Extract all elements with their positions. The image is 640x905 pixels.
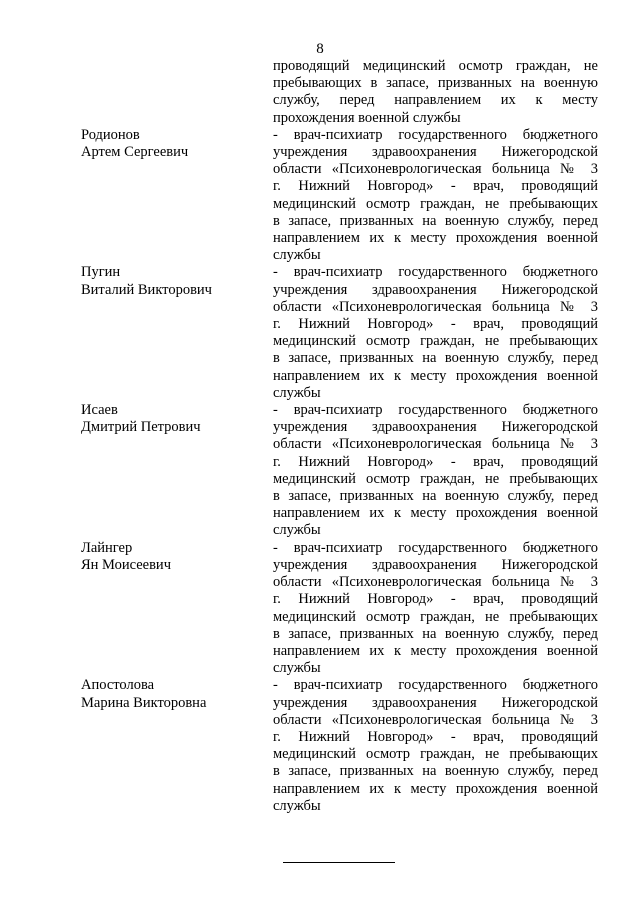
given-names: Дмитрий Петрович [81,419,201,436]
text-line: - врач-психиатр государственного бюджетного [273,677,598,694]
text-line: направлением их к месту прохождения военной [273,780,598,797]
given-names: Марина Викторовна [81,694,207,711]
person-position [273,677,598,815]
text-line: медицинский осмотр граждан, не пребывающих [273,746,598,763]
personnel-list [0,58,640,815]
text-line: в запасе, призванных на военную службу, перед [273,763,598,780]
text-line: - врач-психиатр государственного бюджетного [273,539,598,556]
surname: Апостолова [81,677,155,694]
text-line: области «Психоневрологическая больница № 3 [273,298,598,315]
page-number: 8 [316,41,324,57]
text-line: направлением их к месту прохождения военной [273,505,598,522]
text-line: области «Психоневрологическая больница № 3 [273,574,598,591]
text-line: г. Нижний Новгород» - врач, проводящий [273,178,598,195]
text-line: службы [273,660,321,677]
text-line: медицинский осмотр граждан, не пребывающих [273,195,598,212]
text-line: г. Нижний Новгород» - врач, проводящий [273,591,598,608]
text-line: в запасе, призванных на военную службу, перед [273,212,598,229]
text-line: медицинский осмотр граждан, не пребывающих [273,470,598,487]
surname: Родионов [81,126,140,143]
text-line: в запасе, призванных на военную службу, перед [273,488,598,505]
continuation-block [0,58,640,127]
text-line: службы [273,247,321,264]
person-name [81,264,271,298]
person-name [81,402,271,436]
text-line: направлением их к месту прохождения военной [273,642,598,659]
text-line: учреждения здравоохранения Нижегородской [273,281,598,298]
given-names: Артем Сергеевич [81,144,189,161]
text-line: - врач-психиатр государственного бюджетного [273,402,598,419]
text-line: учреждения здравоохранения Нижегородской [273,556,598,573]
text-line: области «Психоневрологическая больница № 3 [273,161,598,178]
text-line: в запасе, призванных на военную службу, перед [273,350,598,367]
text-line: учреждения здравоохранения Нижегородской [273,419,598,436]
person-entry [0,677,640,815]
text-line: медицинский осмотр граждан, не пребывающих [273,333,598,350]
person-name [81,677,271,711]
surname: Исаев [81,402,118,419]
person-position [273,402,598,540]
text-line: - врач-психиатр государственного бюджетного [273,126,598,143]
text-line: медицинский осмотр граждан, не пребывающих [273,608,598,625]
person-entry [0,540,640,678]
text-line: г. Нижний Новгород» - врач, проводящий [273,728,598,745]
person-position [273,540,598,678]
text-line: области «Психоневрологическая больница № 3 [273,436,598,453]
text-line: службу, перед направлением их к месту [273,92,598,109]
given-names: Виталий Викторович [81,281,212,298]
text-line: прохождения военной службы [273,109,461,126]
person-entry [0,127,640,265]
text-line: в запасе, призванных на военную службу, перед [273,625,598,642]
text-line: - врач-психиатр государственного бюджетного [273,264,598,281]
given-names: Ян Моисеевич [81,556,171,573]
text-line: направлением их к месту прохождения военной [273,367,598,384]
person-entry [0,264,640,402]
person-entry [0,402,640,540]
person-position [273,127,598,265]
person-name [81,127,271,161]
surname: Лайнгер [81,539,133,556]
surname: Пугин [81,264,121,281]
text-line: направлением их к месту прохождения военной [273,230,598,247]
text-line: г. Нижний Новгород» - врач, проводящий [273,453,598,470]
end-of-document-rule [283,862,395,863]
person-name [81,540,271,574]
text-line: проводящий медицинский осмотр граждан, не [273,58,598,74]
text-line: учреждения здравоохранения Нижегородской [273,694,598,711]
text-line: г. Нижний Новгород» - врач, проводящий [273,316,598,333]
continuation-text [273,58,598,127]
text-line: службы [273,522,321,539]
person-position [273,264,598,402]
text-line: пребывающих в запасе, призванных на военную [273,75,598,92]
text-line: области «Психоневрологическая больница № 3 [273,711,598,728]
text-line: службы [273,797,321,814]
text-line: службы [273,384,321,401]
text-line: учреждения здравоохранения Нижегородской [273,144,598,161]
